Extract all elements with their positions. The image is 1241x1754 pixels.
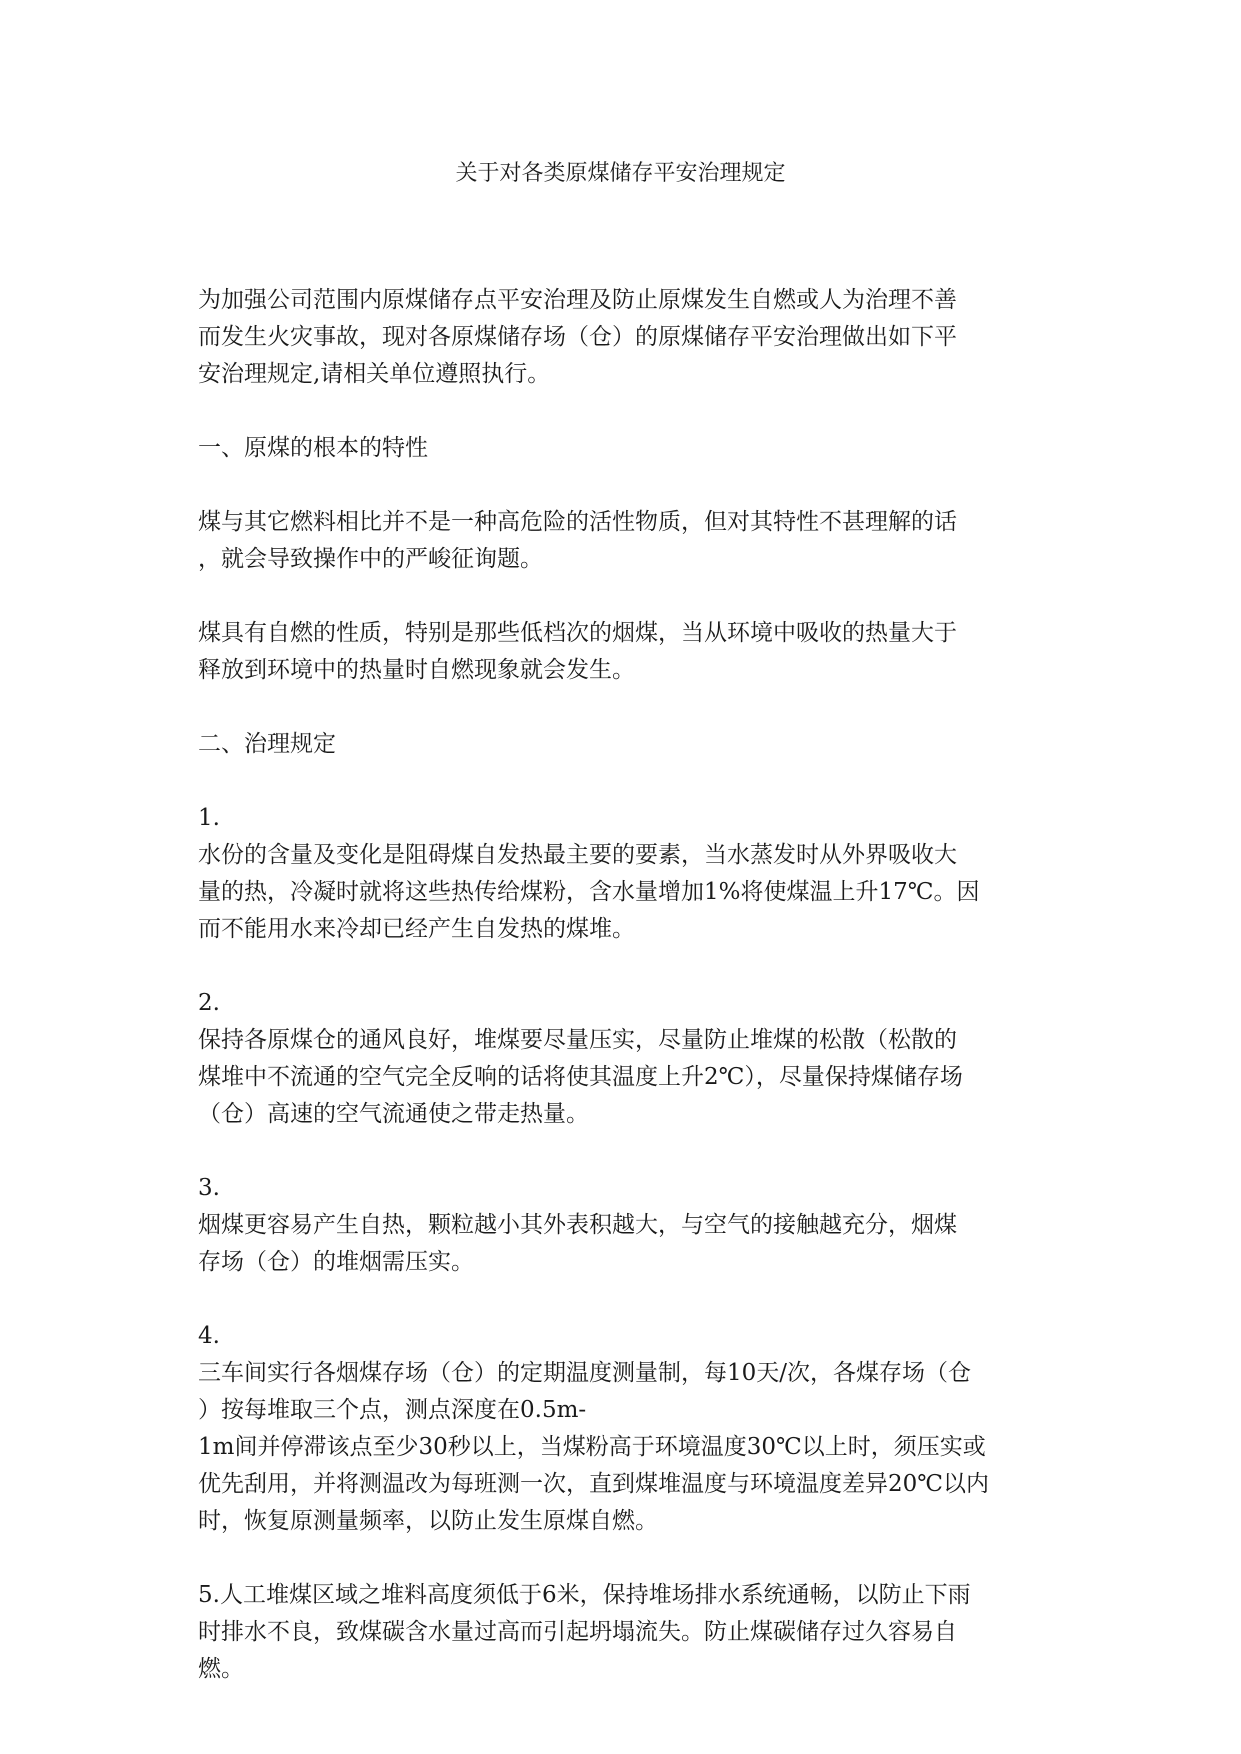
rule-item-2: 2. 保持各原煤仓的通风良好，堆煤要尽量压实，尽量防止堆煤的松散（松散的 煤堆中不流通的空气完全反响的话将使其温度上升2℃），尽量保持煤储存场 （仓）高速的空气流通使之带走热量。	[198, 990, 963, 1127]
section-heading-2: 二、治理规定	[198, 731, 336, 757]
section1-paragraph-2: 煤具有自燃的性质，特别是那些低档次的烟煤，当从环境中吸收的热量大于 释放到环境中的热量时自燃现象就会发生。	[198, 620, 957, 683]
document-title: 关于对各类原煤储存平安治理规定	[455, 161, 786, 186]
rule-item-1: 1. 水份的含量及变化是阻碍煤自发热最主要的要素，当水蒸发时从外界吸收大 量的热，冷凝时就将这些热传给煤粉，含水量增加1%将使煤温上升17℃。因 而不能用水来冷却已经产生自发热的煤堆。	[198, 805, 980, 942]
intro-paragraph: 为加强公司范围内原煤储存点平安治理及防止原煤发生自燃或人为治理不善 而发生火灾事故，现对各原煤储存场（仓）的原煤储存平安治理做出如下平 安治理规定,请相关单位遵照执行。	[198, 287, 957, 387]
section-heading-1: 一、原煤的根本的特性	[198, 435, 428, 461]
rule-item-4: 4. 三车间实行各烟煤存场（仓）的定期温度测量制，每10天/次，各煤存场（仓 ）按每堆取三个点，测点深度在0.5m- 1m间并停滞该点至少30秒以上，当煤粉高于环境温度30℃以上时，须压实或 优先刮用，并将测温改为每班测一次，直到煤堆温度与环境温度差异20℃以内 时，恢复原测量频率，以防止发生原煤自燃。	[198, 1323, 989, 1534]
section1-paragraph-1: 煤与其它燃料相比并不是一种高危险的活性物质，但对其特性不甚理解的话 ，就会导致操作中的严峻征询题。	[198, 509, 957, 572]
rule-item-3: 3. 烟煤更容易产生自热，颗粒越小其外表积越大，与空气的接触越充分，烟煤 存场（仓）的堆烟需压实。	[198, 1175, 957, 1275]
rule-item-5: 5.人工堆煤区域之堆料高度须低于6米，保持堆场排水系统通畅，以防止下雨 时排水不良，致煤碳含水量过高而引起坍塌流失。防止煤碳储存过久容易自 燃。	[198, 1582, 971, 1682]
document-body	[198, 282, 1058, 1725]
